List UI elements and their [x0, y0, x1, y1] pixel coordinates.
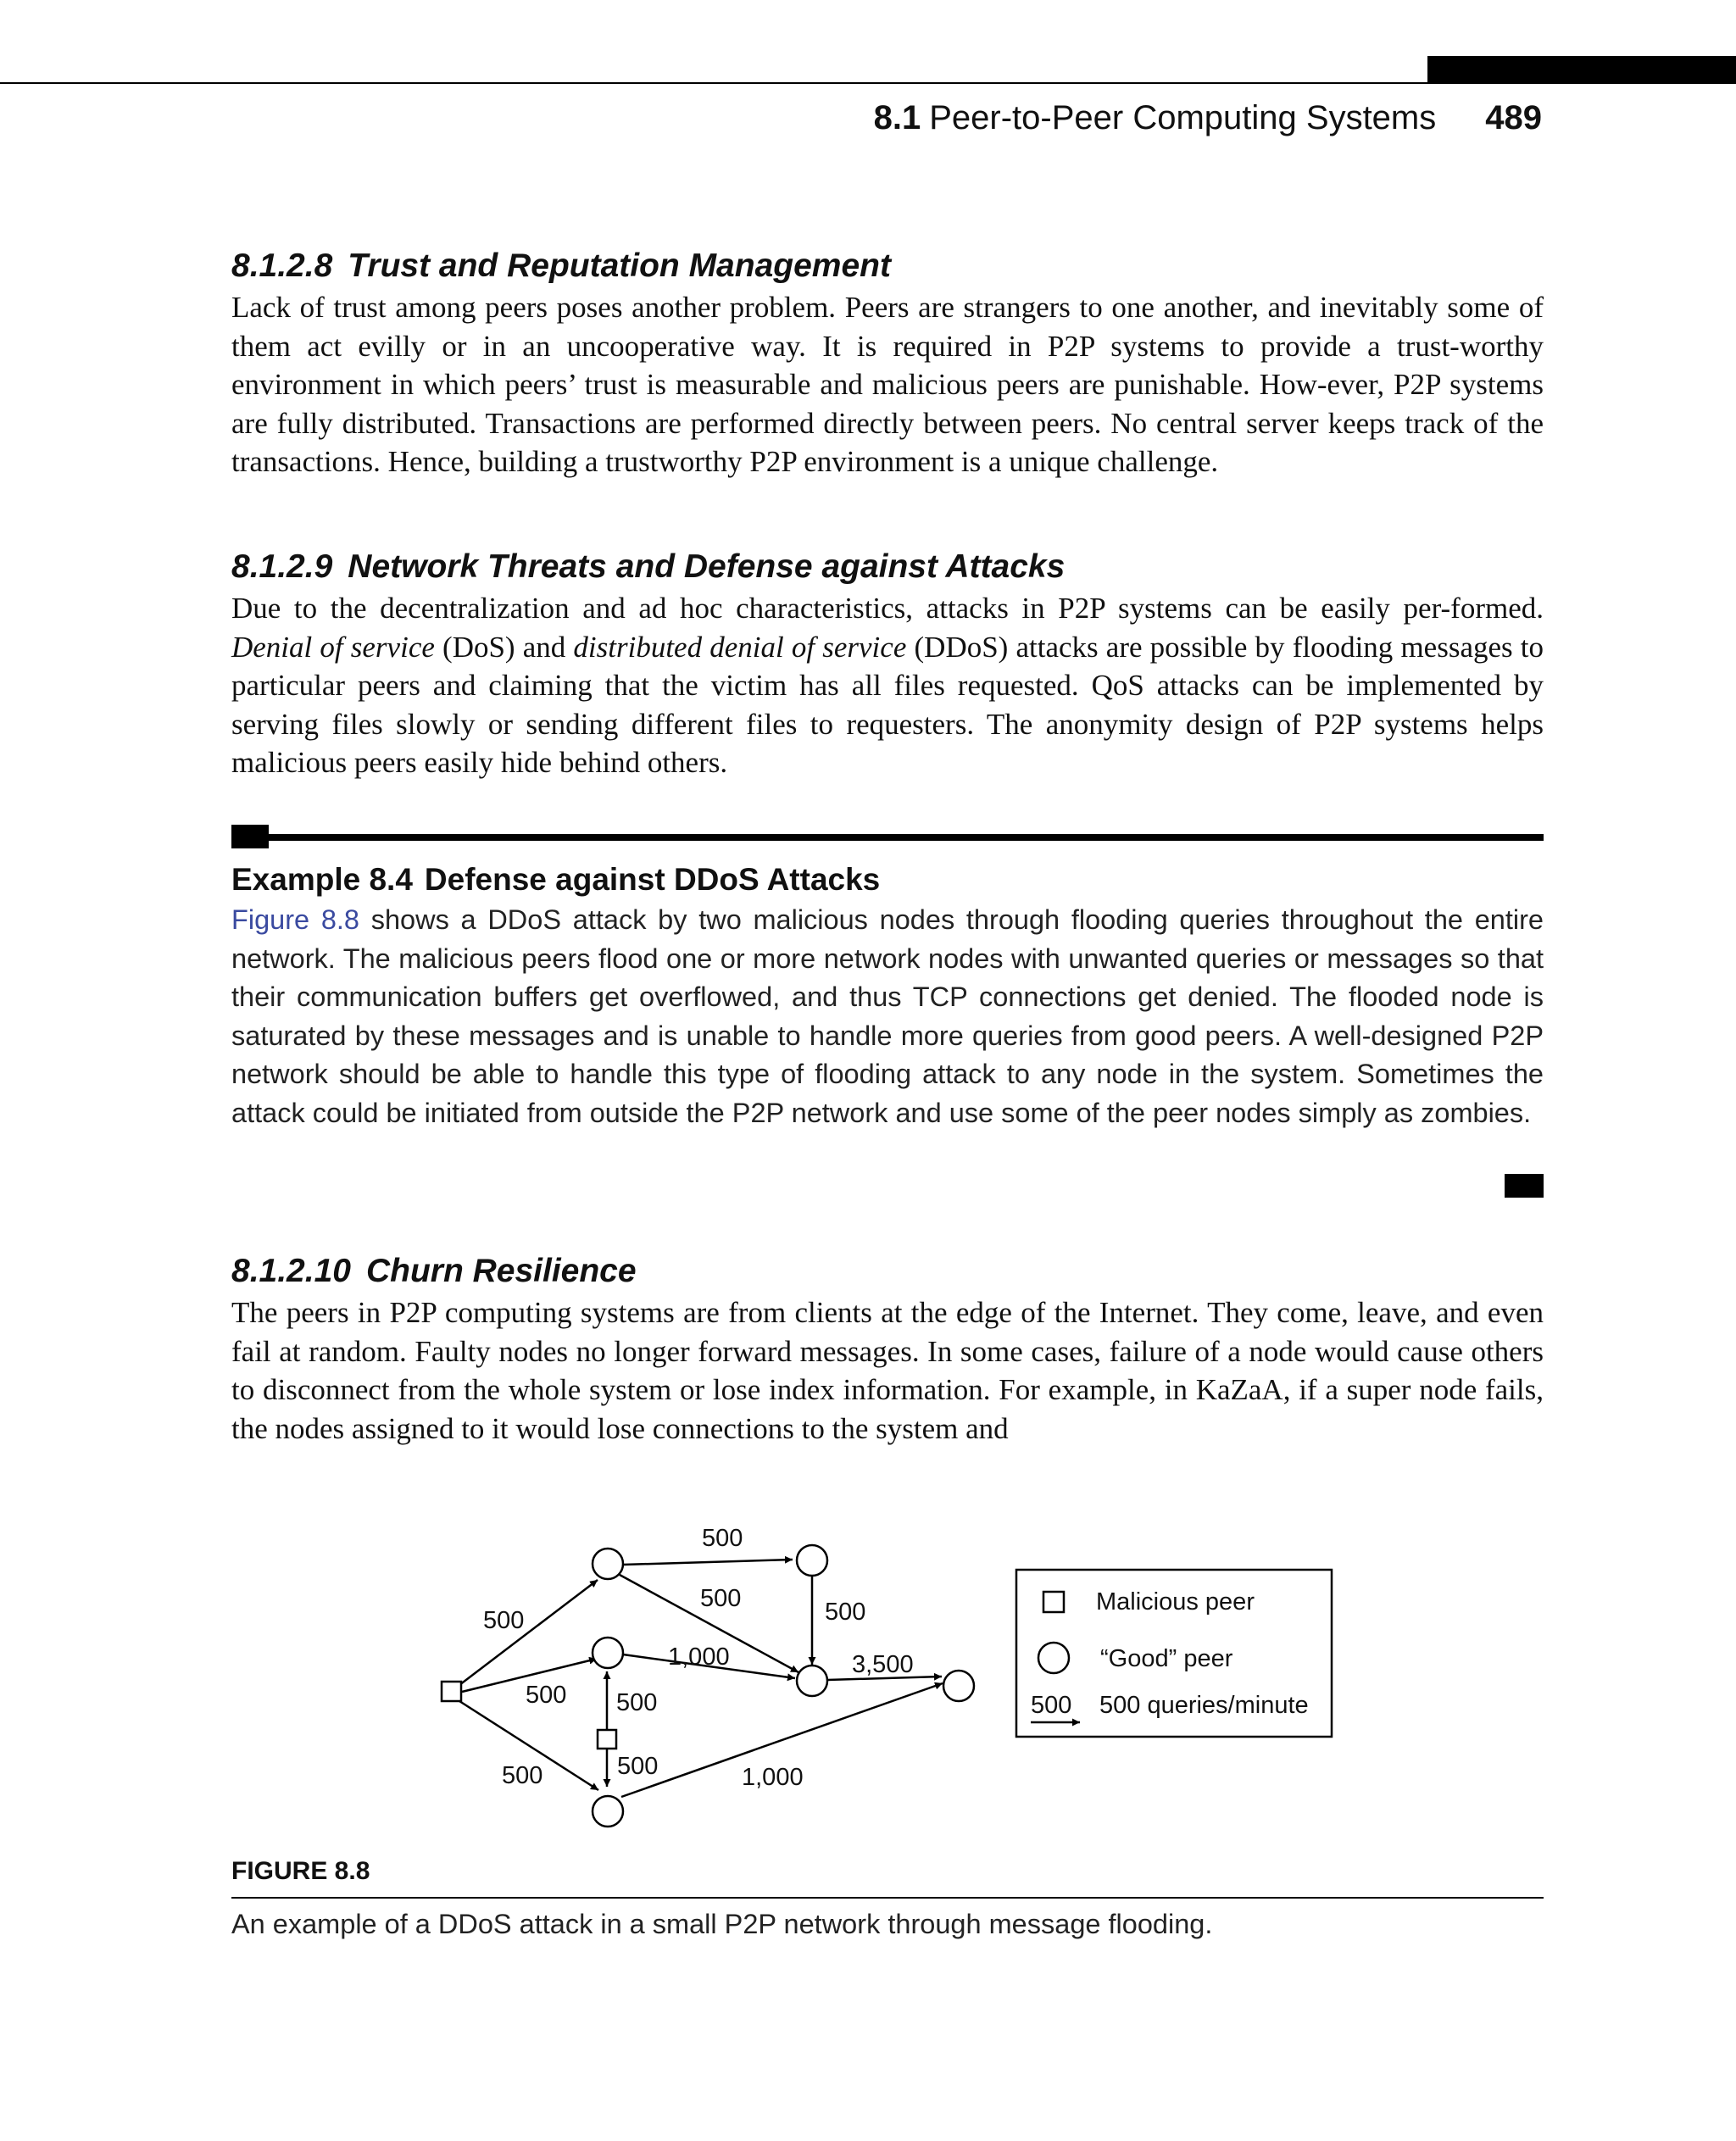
caption-rule [231, 1897, 1544, 1899]
section-number: 8.1.2.8 [231, 247, 333, 284]
section-number: 8.1.2.10 [231, 1253, 351, 1289]
example-title [231, 859, 1544, 901]
good-peer-node [797, 1545, 827, 1576]
edge-label: 1,000 [668, 1643, 730, 1671]
example-end-marker [1505, 1174, 1544, 1198]
edge-label: 500 [617, 1753, 659, 1780]
good-peer-node [593, 1796, 623, 1827]
section-paragraph [231, 589, 1544, 782]
section-trust [231, 244, 1544, 481]
legend-rate-value: 500 [1031, 1692, 1072, 1719]
ddos-network-diagram [424, 1509, 1356, 1831]
malicious-peer-node [442, 1682, 461, 1701]
figure-caption: An example of a DDoS attack in a small P2P network through message flooding. [231, 1909, 1213, 1939]
text-run: Due to the decentralization and ad hoc characteristics, attacks in P2P systems can be easily per-formed. [231, 592, 1544, 625]
section-heading [231, 244, 1544, 288]
page-number: 489 [1485, 99, 1542, 136]
legend-square-icon [1043, 1592, 1064, 1612]
edge-label: 1,000 [742, 1764, 804, 1791]
malicious-peer-node [598, 1730, 616, 1749]
good-peer-node [593, 1549, 623, 1579]
section-paragraph: Lack of trust among peers poses another problem. Peers are strangers to one another, and inevitably some of them act evilly or in an uncooperative way. It is required in P2P systems to provide a trust-worthy environment in which peers’ trust is measurable and malicious peers are punishable. How-ever, P2P systems are fully distributed. Transactions are performed directly between peers. No central server keeps track of the transactions. Hence, building a trustworthy P2P environment is a unique challenge. [231, 291, 1544, 479]
section-title: Trust and Reputation Management [348, 247, 891, 284]
edge-label: 500 [825, 1599, 866, 1626]
edge-label: 500 [702, 1525, 743, 1552]
section-network-threats [231, 545, 1544, 782]
section-title: Network Threats and Defense against Attacks [348, 548, 1066, 585]
edge-label: 500 [616, 1689, 658, 1716]
example-label: Defense against DDoS Attacks [424, 862, 881, 897]
header-tab-bar [1427, 56, 1736, 83]
example-top-rule [231, 834, 1544, 841]
example-paragraph [231, 901, 1544, 1133]
example-number: Example 8.4 [231, 862, 413, 897]
example-box [231, 859, 1544, 1133]
header-section-number: 8.1 [873, 99, 921, 136]
edge-label: 500 [526, 1682, 567, 1709]
section-churn [231, 1249, 1544, 1448]
good-peer-node [943, 1671, 974, 1701]
section-paragraph: The peers in P2P computing systems are from clients at the edge of the Internet. They come, leave, and even fail at random. Faulty nodes no longer forward messages. In some cases, failure of a node would cause others to disconnect from the whole system or lose index information. For example, in KaZaA, if a super node fails, the nodes assigned to it would lose connections to the system and [231, 1296, 1544, 1445]
text-run: (DDoS) attacks are possible by flooding messages to particular peers and claiming that the victim has all files requested. QoS attacks can be implemented by serving files slowly or sending different files to requesters. The anonymity design of P2P systems helps malicious peers easily hide behind others. [231, 630, 1544, 780]
figure-link[interactable]: Figure 8.8 [231, 904, 360, 935]
legend-malicious-label: Malicious peer [1096, 1588, 1255, 1615]
figure-legend [1016, 1570, 1332, 1737]
figure-label: FIGURE 8.8 [231, 1857, 370, 1885]
term-dos: Denial of service [231, 630, 435, 664]
good-peer-node [797, 1666, 827, 1696]
legend-good-label: “Good” peer [1100, 1645, 1233, 1672]
term-ddos: distributed denial of service [573, 630, 907, 664]
edge-label: 3,500 [852, 1651, 914, 1678]
section-number: 8.1.2.9 [231, 548, 333, 585]
section-heading [231, 545, 1544, 589]
legend-circle-icon [1038, 1643, 1069, 1673]
header-rule [0, 82, 1736, 84]
good-peer-node [593, 1638, 623, 1668]
edge-malicious-to-top [459, 1580, 598, 1685]
text-run: shows a DDoS attack by two malicious nodes through flooding queries throughout the entire network. The malicious peers flood one or more network nodes with unwanted queries or messages so that their communication buffers get overflowed, and thus TCP connections get denied. The flooded node is saturated by these messages and is unable to handle more queries from good peers. A well-designed P2P network should be able to handle this type of flooding attack to any node in the system. Sometimes the attack could be initiated from outside the P2P network and use some of the peer nodes simply as zombies. [231, 904, 1544, 1128]
edge-label: 500 [700, 1585, 742, 1612]
text-run: (DoS) and [434, 630, 574, 664]
running-header [874, 95, 1542, 141]
section-heading [231, 1249, 1544, 1293]
header-section-title: Peer-to-Peer Computing Systems [929, 99, 1437, 136]
edge-top-to-top-right [623, 1560, 793, 1565]
edge-label: 500 [502, 1762, 543, 1789]
section-title: Churn Resilience [365, 1253, 637, 1289]
edge-label: 500 [483, 1607, 525, 1634]
legend-rate-label: 500 queries/minute [1099, 1692, 1309, 1719]
